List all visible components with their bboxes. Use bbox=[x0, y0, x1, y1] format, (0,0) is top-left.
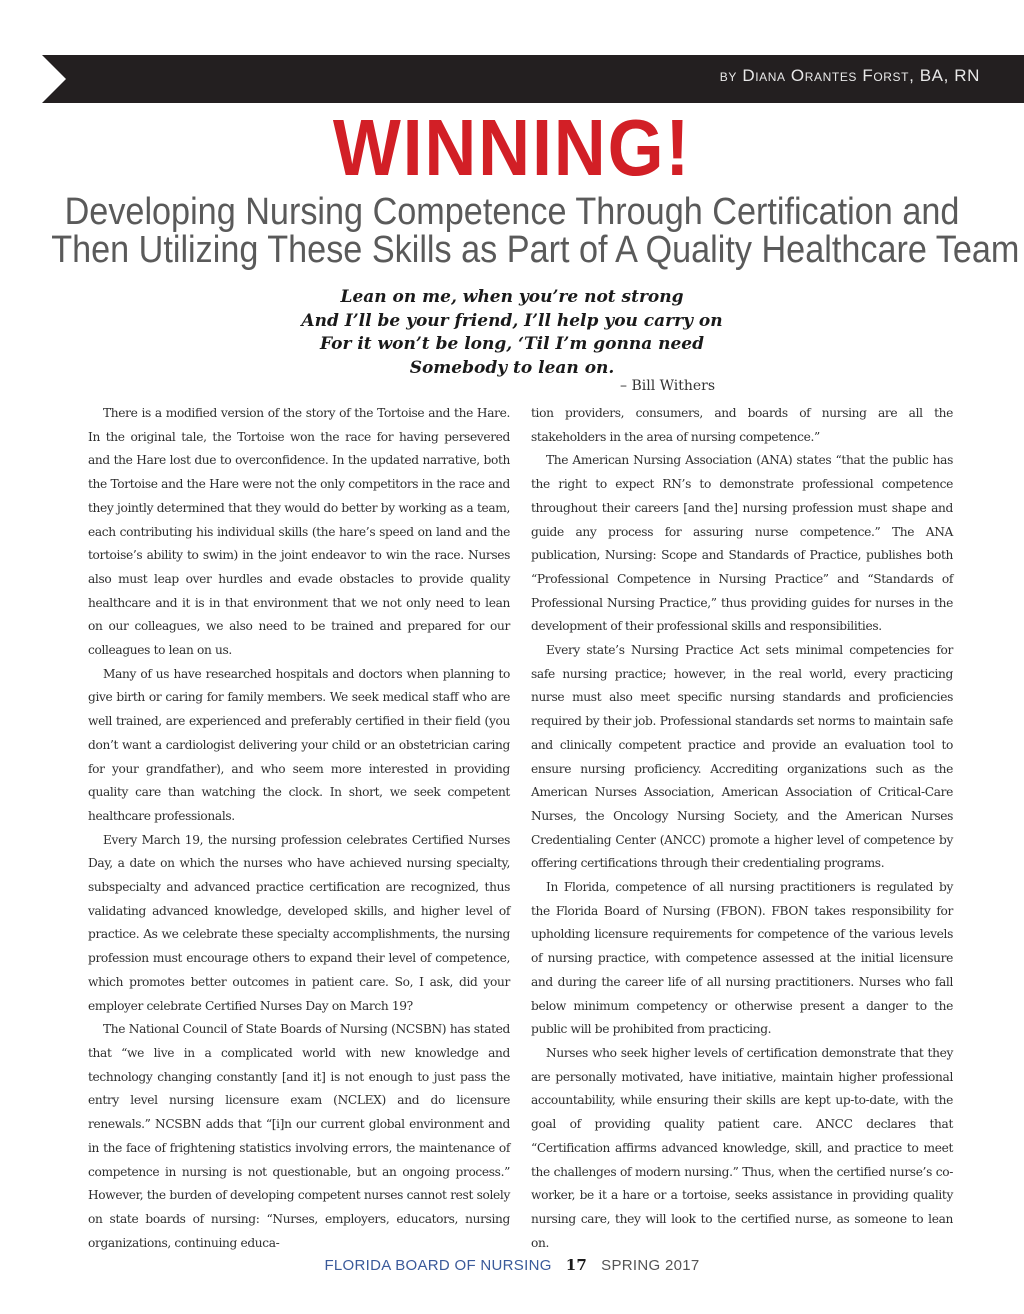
epigraph-line: And I’ll be your friend, I’ll help you carry on bbox=[301, 310, 723, 331]
epigraph-quote bbox=[0, 286, 1024, 380]
body-paragraph: Every March 19, the nursing profession celebrates Certified Nurses Day, a date on which the nurses who have achieved nursing specialty, subspecialty and advanced practice certification are recognized, thus validating advanced knowledge, developed skills, and higher level of practice. As we celebrate these specialty accomplishments, the nursing profession must encourage others to expand their level of competence, which promotes better outcomes in patient care. So, I ask, did your employer celebrate Certified Nurses Day on March 19? bbox=[88, 832, 510, 1013]
epigraph-line: For it won’t be long, ‘Til I’m gonna need bbox=[319, 334, 705, 354]
epigraph-line: Lean on me, when you’re not strong bbox=[340, 287, 684, 307]
banner-arrow-notch bbox=[42, 55, 66, 103]
body-paragraph-continued: tion providers, consumers, and boards of nursing are all the stakeholders in the area of nursing competence.” bbox=[531, 406, 953, 444]
footer-publication: FLORIDA BOARD OF NURSING bbox=[324, 1257, 552, 1274]
body-paragraph: Many of us have researched hospitals and doctors when planning to give birth or caring for family members. We seek medical staff who are well trained, are experienced and preferably certified in their field (you don’t want a cardiologist delivering your child or an obstetrician caring for your grandfather), and who seem more interested in providing quality care than watching the clock. In short, we seek competent healthcare professionals. bbox=[88, 666, 510, 823]
page-number: 17 bbox=[565, 1256, 588, 1274]
body-paragraph: The National Council of State Boards of Nursing (NCSBN) has stated that “we live in a complicated world with new knowledge and technology changing constantly [and it] is not enough to just pass the entry level nursing licensure exam (NCLEX) and do licensure renewals.” NCSBN adds that “[i]n our current global environment and in the face of frightening statistics involving errors, the maintenance of competence in nursing is not questionable, but an ongoing process.” However, the burden of developing competent nurses cannot rest solely on state boards of nursing: “Nurses, employers, educators, nursing organizations, continuing educa- bbox=[88, 1022, 510, 1250]
page-footer bbox=[0, 1256, 1024, 1274]
author-byline: by Diana Orantes Forst, BA, RN bbox=[719, 66, 980, 85]
body-paragraph: Nurses who seek higher levels of certification demonstrate that they are personally motivated, have initiative, maintain higher professional accountability, while ensuring their skills are kept up-to-date, with the goal of providing quality patient care. ANCC declares that “Certification affirms advanced knowledge, skill, and practice to meet the challenges of modern nursing.” Thus, when the certified nurse’s co-worker, be it a hare or a tortoise, seeks assistance in providing quality nursing care, they will look to the certified nurse, as someone to lean on. bbox=[531, 1045, 953, 1250]
body-column-right bbox=[531, 402, 953, 1255]
body-paragraph: In Florida, competence of all nursing practitioners is regulated by the Florida Board of Nursing (FBON). FBON takes responsibility for upholding licensure requirements for competence of the various levels of nursing practice, with competence assessed at the initial licensure and during the career life of all nursing practitioners. Nurses who fall below minimum competency or otherwise present a danger to the public will be prohibited from practicing. bbox=[531, 880, 953, 1037]
epigraph-attribution: – Bill Withers bbox=[620, 378, 716, 394]
footer-issue: SPRING 2017 bbox=[601, 1257, 700, 1274]
body-paragraph: The American Nursing Association (ANA) states “that the public has the right to expect RN’s to demonstrate professional competence throughout their careers [and the] nursing profession must shape and guide any process for assuring nurse competence.” The ANA publication, Nursing: Scope and Standards of Practice, publishes both “Professional Competence in Nursing Practice” and “Standards of Professional Nursing Practice,” thus providing guides for nurses in the development of their professional skills and responsibilities. bbox=[531, 453, 953, 634]
article-title: WINNING! bbox=[332, 103, 692, 192]
article-subtitle bbox=[51, 191, 1020, 271]
subtitle-line-1: Developing Nursing Competence Through Certification and bbox=[64, 191, 960, 233]
body-paragraph: There is a modified version of the story of the Tortoise and the Hare. In the original tale, the Tortoise won the race for having persevered and the Hare lost due to overconfidence. In the updated narrative, both the Tortoise and the Hare were not the only competitors in the race and they jointly determined that they would do better by working as a team, each contributing his individual skills (the hare’s speed on land and the tortoise’s ability to swim) in the joint endeavor to win the race. Nurses also must leap over hurdles and evade obstacles to provide quality healthcare and it is in that environment that we not only need to lean on our colleagues, we also need to be trained and prepared for our colleagues to lean on us. bbox=[88, 406, 510, 658]
body-paragraph: Every state’s Nursing Practice Act sets minimal competencies for safe nursing practice; however, in the real world, every practicing nurse must also meet specific nursing standards and proficiencies required by their job. Professional standards set norms to maintain safe and clinically competent practice and provide an evaluation tool to ensure nursing proficiency. Accrediting organizations such as the American Nurses Association, American Association of Critical-Care Nurses, the Oncology Nursing Society, and the American Nurses Credentialing Center (ANCC) promote a higher level of competence by offering certifications through their credentialing programs. bbox=[531, 643, 953, 871]
body-column-left bbox=[88, 402, 510, 1255]
epigraph-line: Somebody to lean on. bbox=[409, 357, 615, 378]
subtitle-line-2: Then Utilizing These Skills as Part of A Quality Healthcare Team bbox=[51, 229, 1020, 271]
